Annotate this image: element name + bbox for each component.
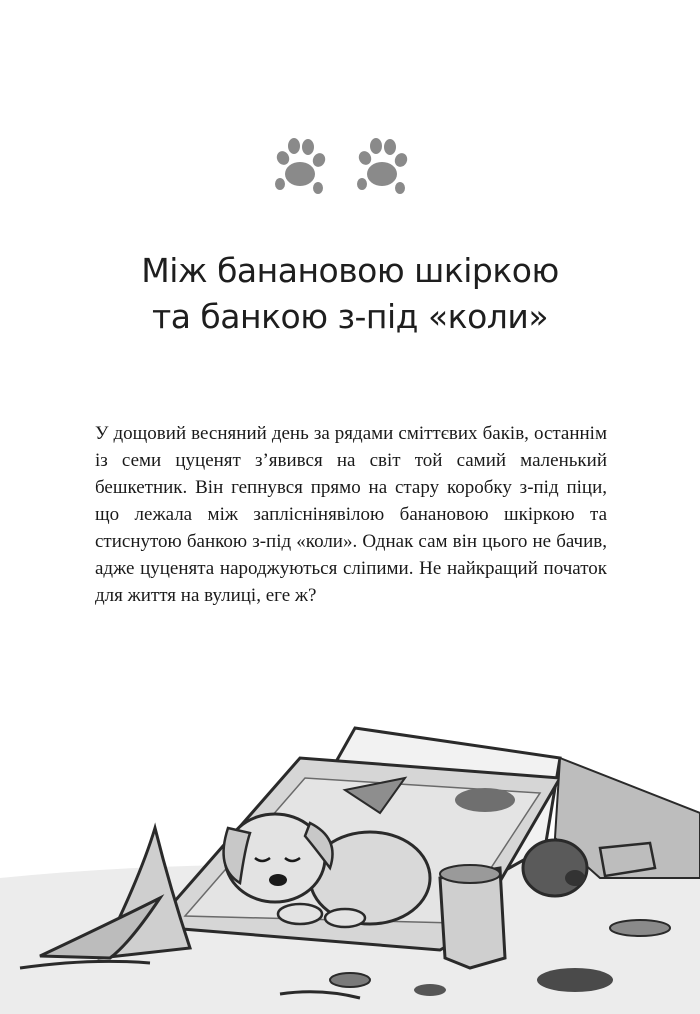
sleeping-puppy-on-pizza-box-illustration: [0, 718, 700, 1014]
puppy-nose: [269, 874, 287, 886]
chapter-title-line-2: та банкою з-під «коли»: [151, 297, 549, 336]
body-paragraph: У дощовий весняний день за рядами сміттєвих баків, останнім із семи цуценят з’явився на світ той самий маленький бешкетник. Він гепнувся прямо на стару коробку з-під піци, що лежала між запліснінявілою банановою шкіркою та стиснутою банкою з-під «коли». Однак сам він цього не бачив, адже цуценята народжуються сліпими. Не найкращий початок для життя на вулиці, еге ж?: [95, 423, 607, 606]
paw-print-icon: [357, 138, 410, 194]
chapter-title-line-1: Між банановою шкіркою: [141, 251, 559, 290]
bottle: [523, 840, 587, 896]
paw-prints-ornament: [0, 136, 700, 196]
chapter-title: [0, 248, 700, 340]
paw-print-icon: [275, 138, 328, 194]
sauce-stain: [455, 788, 515, 812]
